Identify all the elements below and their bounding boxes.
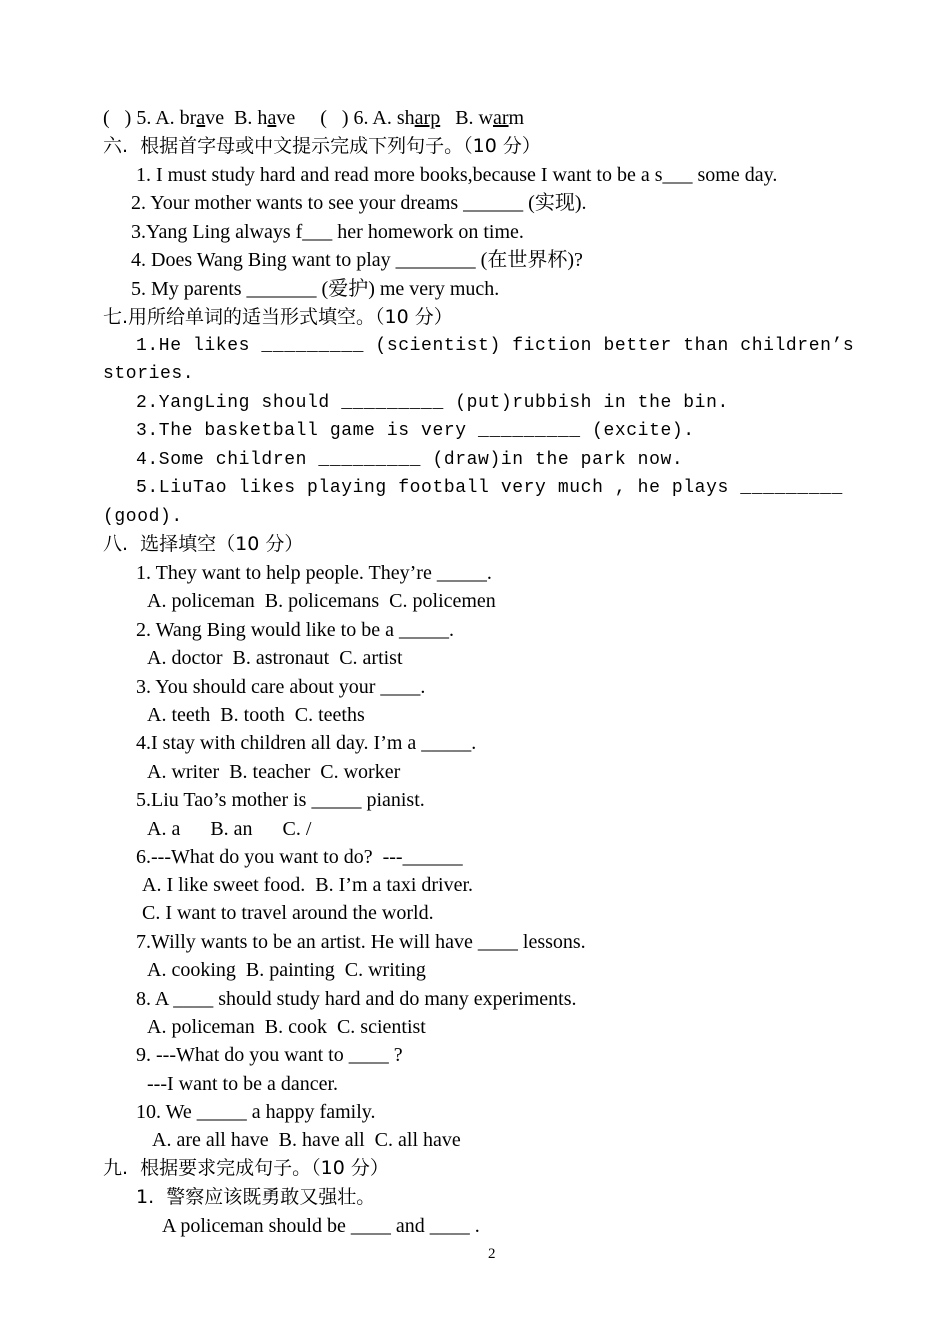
section8-q1: 1. They want to help people. They’re _____.: [136, 562, 492, 584]
section6-item-4: 4. Does Wang Bing want to play ________ (在世界杯)?: [131, 249, 583, 271]
section8-q4: 4.I stay with children all day. I’m a _____.: [136, 732, 477, 754]
section8-q7-options: A. cooking B. painting C. writing: [147, 959, 426, 981]
section8-q5-options: A. a B. an C. /: [147, 818, 312, 840]
section8-q9: 9. ---What do you want to ____ ?: [136, 1044, 403, 1066]
q6-mid: B. w: [440, 107, 493, 129]
section6-item-3: 3.Yang Ling always f___ her homework on time.: [131, 221, 524, 243]
section8-q1-options: A. policeman B. policemans C. policemen: [147, 590, 496, 612]
q5-mid: ve B. h: [205, 107, 268, 129]
section8-q2: 2. Wang Bing would like to be a _____.: [136, 619, 454, 641]
q6-end: m: [508, 107, 525, 129]
section7-item-2: 2.YangLing should _________ (put)rubbish in the bin.: [136, 393, 729, 413]
section6-heading: 六. 根据首字母或中文提示完成下列句子。（10 分）: [103, 135, 541, 157]
section8-q6-options-ab: A. I like sweet food. B. I’m a taxi driver.: [142, 874, 474, 896]
section6-item-2: 2. Your mother wants to see your dreams ______ (实现).: [131, 192, 587, 214]
section8-q2-options: A. doctor B. astronaut C. artist: [147, 647, 403, 669]
section8-q10: 10. We _____ a happy family.: [136, 1101, 376, 1123]
q6-b-underlined: ar: [493, 107, 509, 129]
section7-item-5: 5.LiuTao likes playing football very much , he plays _________: [136, 478, 843, 498]
q6-prefix: ve ( ) 6. A. sh: [276, 107, 415, 129]
section6-item-5: 5. My parents _______ (爱护) me very much.: [131, 278, 500, 300]
section8-q7: 7.Willy wants to be an artist. He will have ____ lessons.: [136, 931, 586, 953]
section6-item-1: 1. I must study hard and read more books,because I want to be a s___ some day.: [136, 164, 778, 186]
page-number: 2: [488, 1246, 496, 1262]
section9-item1-chinese: 1. 警察应该既勇敢又强壮。: [136, 1186, 376, 1208]
section8-q6-options-c: C. I want to travel around the world.: [142, 902, 434, 924]
section8-q3: 3. You should care about your ____.: [136, 676, 426, 698]
section7-item-4: 4.Some children _________ (draw)in the park now.: [136, 450, 684, 470]
section7-heading: 七.用所给单词的适当形式填空。（10 分）: [103, 306, 453, 328]
section7-item-1: 1.He likes _________ (scientist) fiction better than children’s: [136, 336, 855, 356]
q6-a-underlined: arp: [414, 107, 441, 129]
section8-q5: 5.Liu Tao’s mother is _____ pianist.: [136, 789, 425, 811]
section8-q8-options: A. policeman B. cook C. scientist: [147, 1016, 426, 1038]
section8-heading: 八. 选择填空（10 分）: [103, 533, 304, 555]
section8-q4-options: A. writer B. teacher C. worker: [147, 761, 401, 783]
section7-item-1-cont: stories.: [103, 364, 195, 384]
section7-item-3: 3.The basketball game is very _________ (excite).: [136, 421, 695, 441]
section8-q9-answer: ---I want to be a dancer.: [147, 1073, 339, 1095]
q5-b-underlined: a: [267, 107, 277, 129]
section8-q8: 8. A ____ should study hard and do many experiments.: [136, 988, 577, 1010]
q5-prefix: ( ) 5. A. br: [103, 107, 197, 129]
section8-q6: 6.---What do you want to do? ---______: [136, 846, 463, 868]
section8-q3-options: A. teeth B. tooth C. teeths: [147, 704, 365, 726]
q5-a-underlined: a: [196, 107, 206, 129]
section9-item1-english: A policeman should be ____ and ____ .: [162, 1215, 480, 1237]
section9-heading: 九. 根据要求完成句子。（10 分）: [103, 1157, 389, 1179]
q5-q6-line: [103, 106, 524, 130]
section8-q10-options: A. are all have B. have all C. all have: [152, 1129, 461, 1151]
section7-item-5-cont: (good).: [103, 507, 183, 527]
